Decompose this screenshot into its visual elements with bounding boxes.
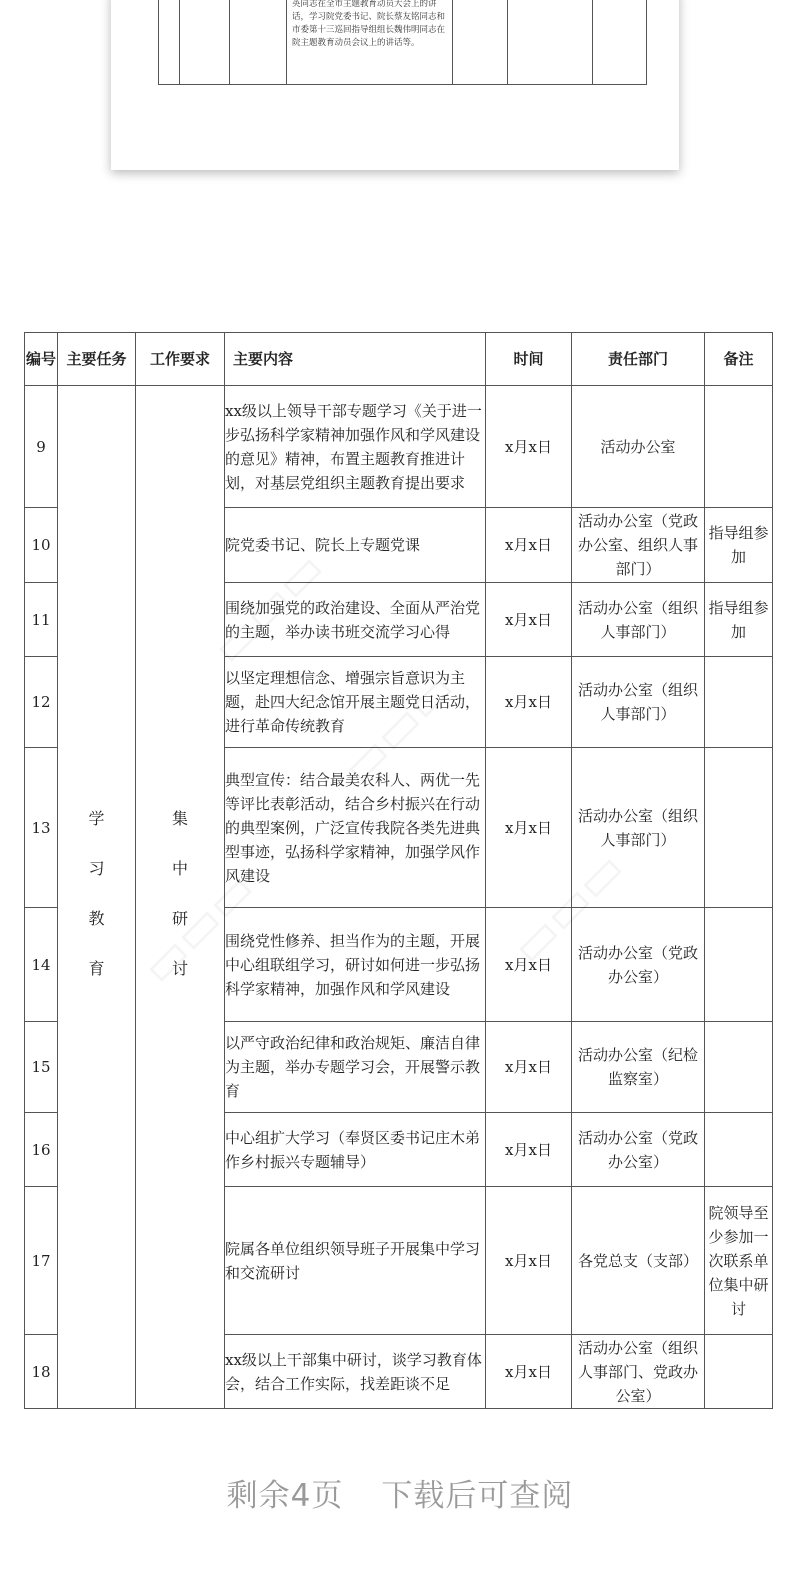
requirement-char: 研 <box>171 909 188 928</box>
row-department: 活动办公室（组织人事部门） <box>572 657 705 748</box>
header-time: 时间 <box>486 333 572 386</box>
download-prompt[interactable] <box>0 1470 800 1515</box>
row-department: 活动办公室（纪检监察室） <box>572 1022 705 1113</box>
row-department: 各党总支（支部） <box>572 1187 705 1335</box>
row-time: x月x日 <box>486 386 572 508</box>
row-department: 活动办公室（组织人事部门） <box>572 583 705 657</box>
row-time: x月x日 <box>486 1113 572 1187</box>
row-time: x月x日 <box>486 1022 572 1113</box>
row-note <box>705 1022 773 1113</box>
download-to-view-text[interactable]: 下载后可查阅 <box>381 1478 574 1514</box>
row-content: xx级以上领导干部专题学习《关于进一步弘扬科学家精神加强作风和学风建设的意见》精神，布置主题教育推进计划，对基层党组织主题教育提出要求 <box>225 386 486 508</box>
header-num: 编号 <box>25 333 58 386</box>
task-char: 习 <box>88 859 105 878</box>
row-content: 以坚定理想信念、增强宗旨意识为主题，赴四大纪念馆开展主题党日活动，进行革命传统教育 <box>225 657 486 748</box>
header-content: 主要内容 <box>225 333 486 386</box>
row-time: x月x日 <box>486 1335 572 1409</box>
row-num: 17 <box>25 1187 58 1335</box>
row-note <box>705 657 773 748</box>
row-time: x月x日 <box>486 908 572 1022</box>
row-department: 活动办公室（党政办公室） <box>572 908 705 1022</box>
row-num: 9 <box>25 386 58 508</box>
row-note: 指导组参加 <box>705 508 773 583</box>
task-cell <box>58 386 136 1409</box>
row-time: x月x日 <box>486 1187 572 1335</box>
row-time: x月x日 <box>486 508 572 583</box>
preview-table <box>158 0 647 85</box>
requirement-char: 集 <box>171 809 188 828</box>
row-content: 围绕加强党的政治建设、全面从严治党的主题，举办读书班交流学习心得 <box>225 583 486 657</box>
row-content: xx级以上干部集中研讨，谈学习教育体会，结合工作实际，找差距谈不足 <box>225 1335 486 1409</box>
row-content: 院党委书记、院长上专题党课 <box>225 508 486 583</box>
row-department: 活动办公室（党政办公室、组织人事部门） <box>572 508 705 583</box>
row-note <box>705 1113 773 1187</box>
requirement-cell <box>136 386 225 1409</box>
row-content: 院属各单位组织领导班子开展集中学习和交流研讨 <box>225 1187 486 1335</box>
row-num: 18 <box>25 1335 58 1409</box>
row-num: 13 <box>25 748 58 908</box>
row-department: 活动办公室（组织人事部门） <box>572 748 705 908</box>
row-num: 15 <box>25 1022 58 1113</box>
requirement-char: 中 <box>171 859 188 878</box>
row-note <box>705 908 773 1022</box>
row-note <box>705 1335 773 1409</box>
row-num: 10 <box>25 508 58 583</box>
row-time: x月x日 <box>486 583 572 657</box>
row-note <box>705 748 773 908</box>
previous-page-preview <box>111 0 679 170</box>
remaining-pages-text: 剩余4页 <box>226 1478 344 1514</box>
header-department: 责任部门 <box>572 333 705 386</box>
header-task: 主要任务 <box>58 333 136 386</box>
row-department: 活动办公室（组织人事部门、党政办公室） <box>572 1335 705 1409</box>
task-char: 教 <box>88 909 105 928</box>
schedule-table <box>24 332 773 1409</box>
header-requirement: 工作要求 <box>136 333 225 386</box>
row-content: 中心组扩大学习（奉贤区委书记庄木弟作乡村振兴专题辅导） <box>225 1113 486 1187</box>
row-num: 14 <box>25 908 58 1022</box>
task-char: 育 <box>88 959 105 978</box>
row-num: 11 <box>25 583 58 657</box>
row-num: 12 <box>25 657 58 748</box>
table-row <box>25 386 773 508</box>
row-note <box>705 386 773 508</box>
preview-text: 英同志在全市主题教育动员大会上的讲话，学习院党委书记、院长蔡友铭同志和市委第十三巡回指导组组长魏伟明同志在院主题教育动员会议上的讲话等。 <box>292 0 446 48</box>
row-content: 围绕党性修养、担当作为的主题，开展中心组联组学习，研讨如何进一步弘扬科学家精神，加强作风和学风建设 <box>225 908 486 1022</box>
row-content: 以严守政治纪律和政治规矩、廉洁自律为主题，举办专题学习会，开展警示教育 <box>225 1022 486 1113</box>
row-time: x月x日 <box>486 657 572 748</box>
row-time: x月x日 <box>486 748 572 908</box>
row-content: 典型宣传：结合最美农科人、两优一先等评比表彰活动，结合乡村振兴在行动的典型案例，广泛宣传我院各类先进典型事迹，弘扬科学家精神，加强学风作风建设 <box>225 748 486 908</box>
row-department: 活动办公室（党政办公室） <box>572 1113 705 1187</box>
row-note: 指导组参加 <box>705 583 773 657</box>
requirement-char: 讨 <box>171 959 188 978</box>
table-header-row <box>25 333 773 386</box>
row-note: 院领导至少参加一次联系单位集中研讨 <box>705 1187 773 1335</box>
row-num: 16 <box>25 1113 58 1187</box>
header-note: 备注 <box>705 333 773 386</box>
row-department: 活动办公室 <box>572 386 705 508</box>
task-char: 学 <box>88 809 105 828</box>
